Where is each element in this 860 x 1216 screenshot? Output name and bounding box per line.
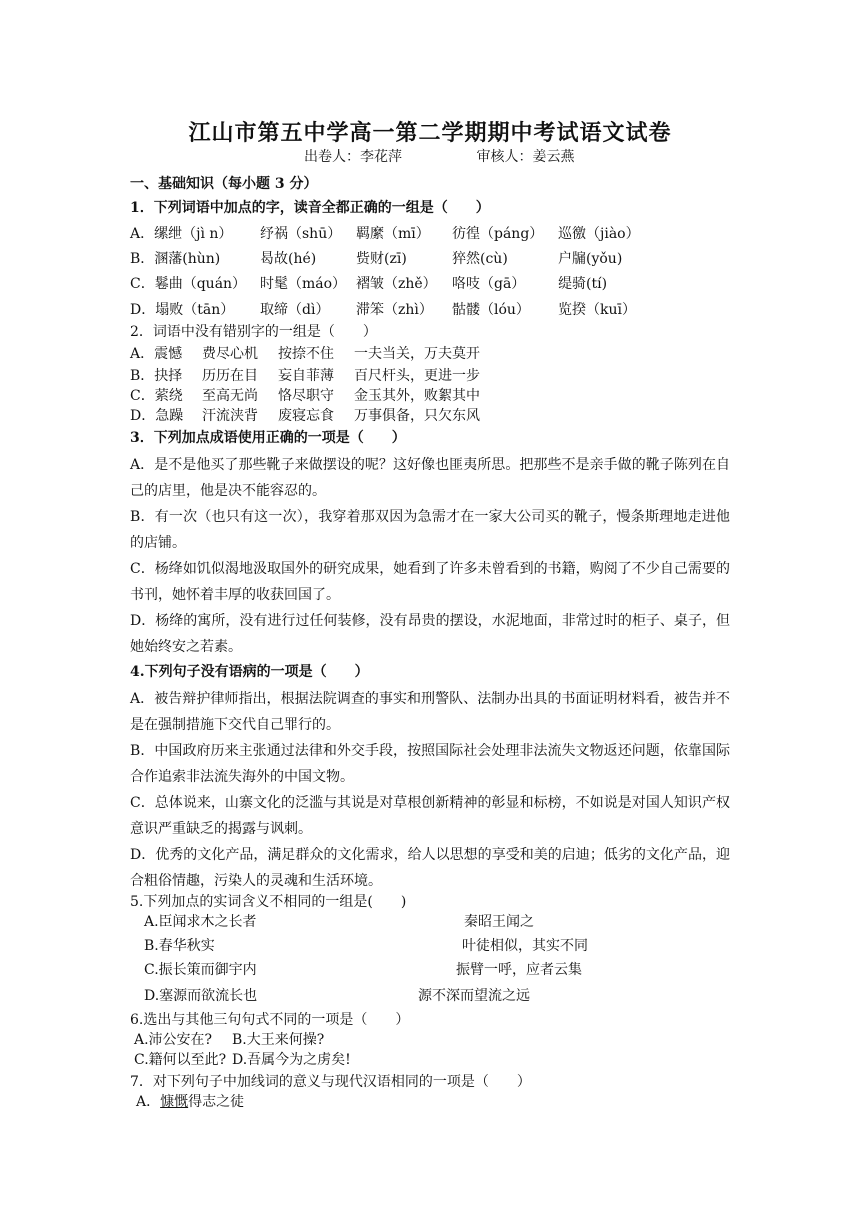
q3-option-a: A．是不是他买了那些靴子来做摆设的呢？这好像也匪夷所思。把那些不是亲手做的靴子陈列在自己的店里，他是决不能容忍的。: [130, 457, 730, 499]
q2-c-3: 恪尽职守: [278, 388, 334, 404]
q2-a-1: A．震憾: [130, 346, 183, 362]
q7-a-prefix: A．: [136, 1094, 161, 1110]
q1-b-4: 猝然(cù): [452, 251, 508, 267]
q2-a-2: 费尽心机: [202, 346, 258, 362]
q1-b-5: 户牖(yǒu): [558, 251, 623, 267]
q4-option-a: A．被告辩护律师指出，根据法院调查的事实和刑警队、法制办出具的书面证明材料看，被告并不是在强制措施下交代自己罪行的。: [130, 691, 730, 733]
q1-c-3: 褶皱（zhě）: [356, 276, 437, 292]
q1-a-2: 纾祸（shū）: [260, 226, 342, 242]
q6-b: B.大王来何操?: [232, 1032, 325, 1048]
q5-c-left: C.振长策而御宇内: [144, 962, 257, 978]
q1-stem: 1．下列词语中加点的字，读音全都正确的一组是（ ）: [130, 200, 490, 216]
q6-c: C.籍何以至此?: [134, 1052, 227, 1068]
q1-a-3: 羁縻（mī）: [356, 226, 430, 242]
q1-d-5: 览揆（kuī）: [558, 302, 636, 318]
q2-d-1: D．急躁: [130, 408, 184, 424]
q1-d-1: D．塌败（tān）: [130, 302, 235, 318]
q5-d-left: D.塞源而欲流长也: [144, 988, 258, 1004]
q2-d-4: 万事俱备，只欠东风: [354, 408, 480, 424]
q4-stem: 4.下列句子没有语病的一项是（ ）: [130, 664, 369, 680]
q4-option-d: D．优秀的文化产品，满足群众的文化需求，给人以思想的享受和美的启迪；低劣的文化产品，迎合粗俗情趣，污染人的灵魂和生活环境。: [130, 847, 730, 889]
authors-line: [304, 146, 574, 166]
q5-c-right: 振臂一呼，应者云集: [456, 962, 582, 978]
q1-d-2: 取缔（dì）: [260, 302, 330, 318]
q6-stem: 6.选出与其他三句句式不同的一项是（ ）: [130, 1012, 410, 1028]
q1-c-5: 缇骑(tí): [558, 276, 608, 292]
q1-c-2: 时髦（máo）: [260, 276, 347, 292]
q7-option-a: [136, 1092, 244, 1112]
q6-a: A.沛公安在?: [134, 1032, 213, 1048]
q7-a-underlined-word: 慷慨: [160, 1094, 189, 1110]
q2-b-2: 历历在目: [202, 368, 258, 384]
q4-option-b: B．中国政府历来主张通过法律和外交手段，按照国际社会处理非法流失文物返还问题，依靠国际合作追索非法流失海外的中国文物。: [130, 743, 730, 785]
q1-c-1: C．鬈曲（quán）: [130, 276, 247, 292]
q3-option-c: C．杨绛如饥似渴地汲取国外的研究成果，她看到了许多未曾看到的书籍，购阅了不少自己需要的书刊，她怀着丰厚的收获回国了。: [130, 561, 730, 603]
q2-stem: 2．词语中没有错别字的一组是（ ）: [130, 324, 377, 340]
q1-a-4: 彷徨（páng）: [452, 226, 544, 242]
q2-b-4: 百尺杆头，更进一步: [354, 368, 480, 384]
q4-option-c: C．总体说来，山寨文化的泛滥与其说是对草根创新精神的彰显和标榜，不如说是对国人知识产权意识严重缺乏的揭露与讽刺。: [130, 795, 730, 837]
q6-d: D.吾属今为之虏矣!: [232, 1052, 351, 1068]
q2-d-2: 汗流浃背: [202, 408, 258, 424]
q7-stem: 7．对下列句子中加线词的意义与现代汉语相同的一项是（ ）: [130, 1074, 531, 1090]
q1-c-4: 咯吱（gā）: [452, 276, 526, 292]
q2-b-1: B．抉择: [130, 368, 183, 384]
q2-a-3: 按捺不住: [278, 346, 334, 362]
q1-d-3: 滞笨（zhì）: [356, 302, 433, 318]
q3-stem: 3．下列加点成语使用正确的一项是（ ）: [130, 430, 406, 446]
q1-a-1: A．缧绁（jì n）: [130, 226, 233, 242]
q2-c-4: 金玉其外，败絮其中: [354, 388, 480, 404]
q2-c-2: 至高无尚: [202, 388, 258, 404]
q3-option-d: D．杨绛的寓所，没有进行过任何装修，没有昂贵的摆设，水泥地面，非常过时的柜子、桌子，但她始终安之若素。: [130, 613, 730, 655]
q1-b-3: 赀财(zī): [356, 251, 407, 267]
page-title: 江山市第五中学高一第二学期期中考试语文试卷: [188, 121, 672, 146]
q5-a-right: 秦昭王闻之: [464, 914, 534, 930]
q1-b-1: B．溷藩(hùn): [130, 251, 221, 267]
q5-d-right: 源不深而望流之远: [418, 988, 530, 1004]
q2-a-4: 一夫当关，万夫莫开: [354, 346, 480, 362]
q1-d-4: 骷髅（lóu）: [452, 302, 530, 318]
q5-a-left: A.臣闻求木之长者: [144, 914, 257, 930]
q5-stem: 5.下列加点的实词含义不相同的一组是( ): [130, 894, 407, 910]
q2-b-3: 妄自菲薄: [278, 368, 334, 384]
q2-d-3: 废寝忘食: [278, 408, 334, 424]
setter-label: 出卷人：李花萍: [304, 149, 402, 165]
q5-b-right: 叶徒相似，其实不同: [462, 938, 588, 954]
q3-option-b: B．有一次（也只有这一次），我穿着那双因为急需才在一家大公司买的靴子，慢条斯理地走进他的店铺。: [130, 509, 730, 551]
q1-a-5: 巡徼（jiào）: [558, 226, 640, 242]
q5-b-left: B.春华秋实: [144, 938, 215, 954]
section-heading: 一、基础知识（每小题 3 分）: [130, 176, 318, 192]
reviewer-label: 审核人：姜云燕: [476, 149, 575, 165]
q7-a-rest: 得志之徒: [188, 1094, 245, 1110]
q1-b-2: 曷故(hé): [260, 251, 317, 267]
q2-c-1: C．萦绕: [130, 388, 183, 404]
